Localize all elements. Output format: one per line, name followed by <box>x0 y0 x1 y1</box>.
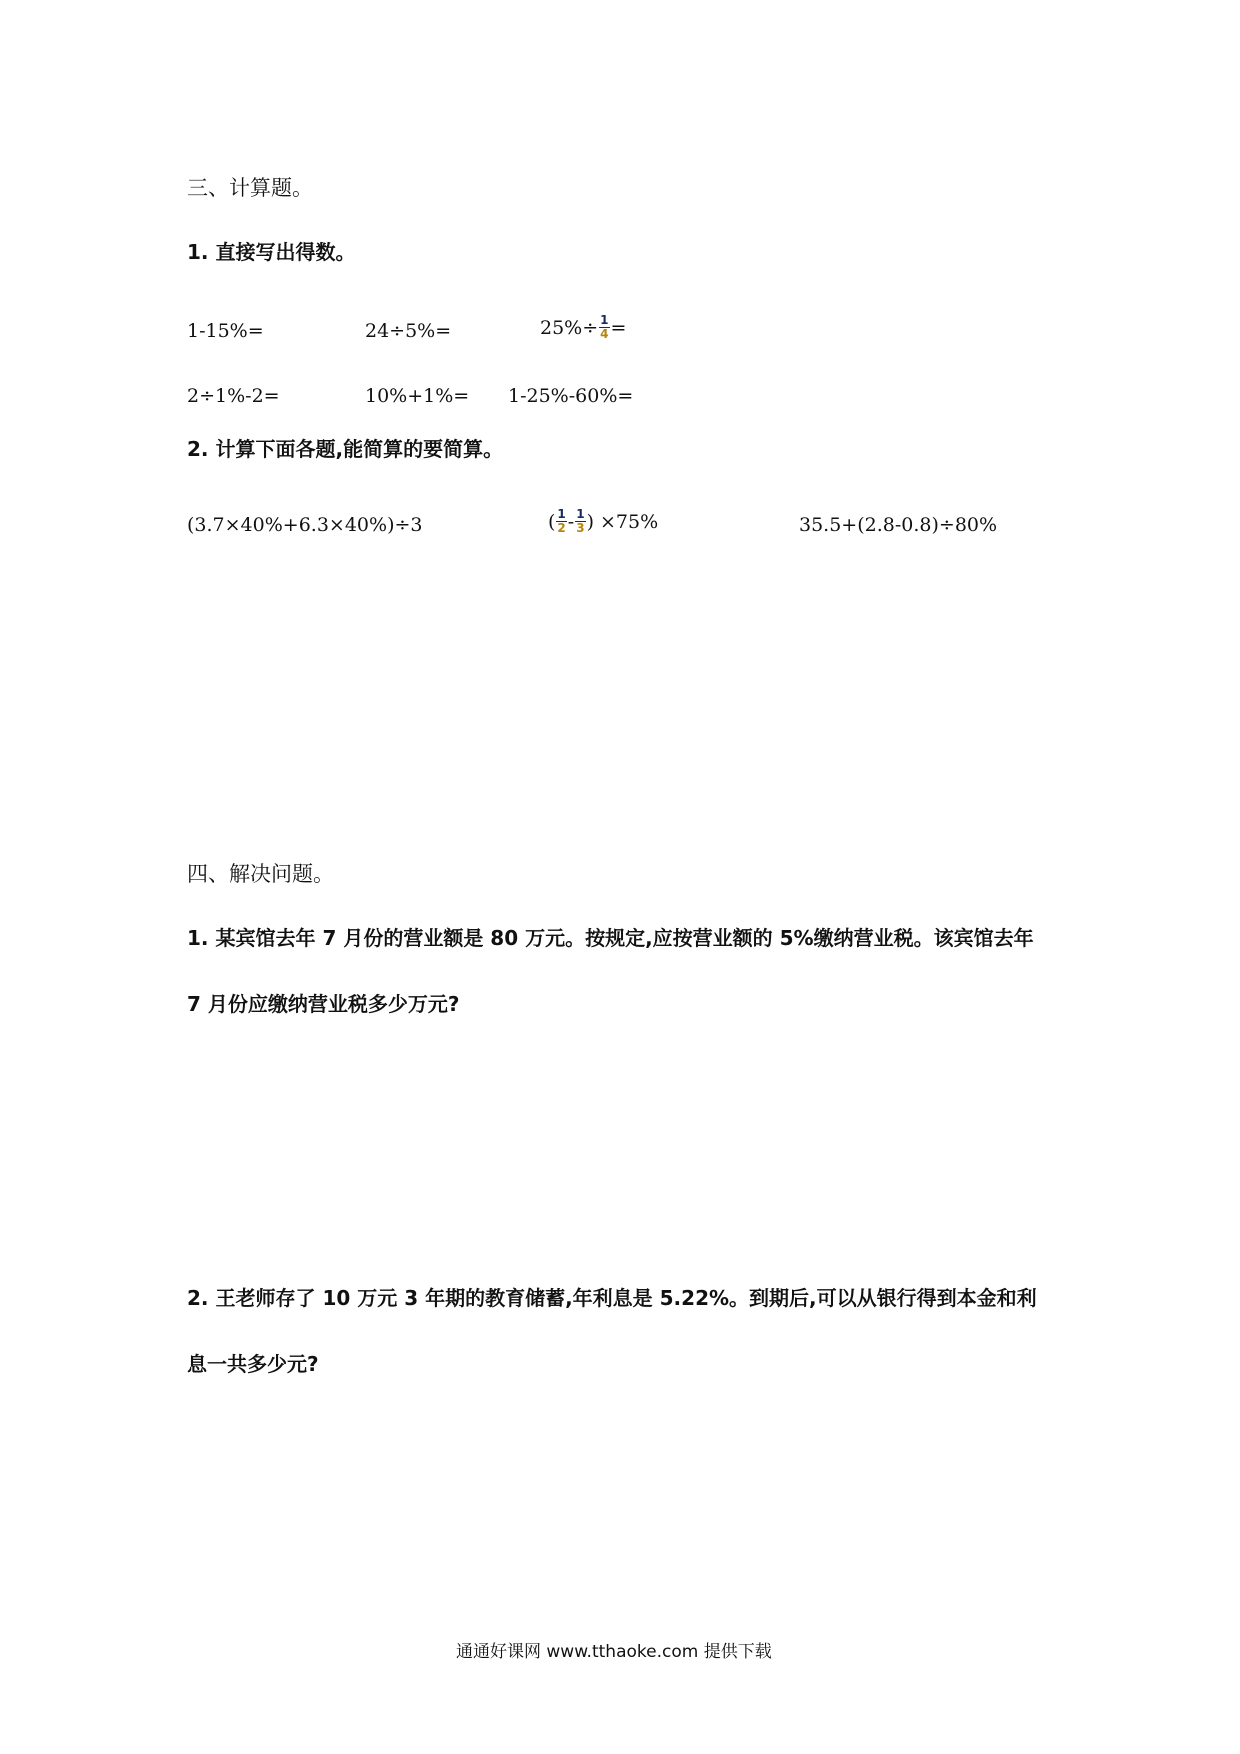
fraction-one-third <box>575 508 585 535</box>
q1-row1-item3-equals: = <box>610 316 627 339</box>
q1-row2-item2: 10%+1%= <box>365 385 470 407</box>
p2-line2: 息一共多少元? <box>187 1352 319 1376</box>
q2-expr2-close: ) ×75% <box>586 510 659 533</box>
q2-expr2-minus: - <box>567 510 575 533</box>
p1-line1: 1. 某宾馆去年 7 月份的营业额是 80 万元。按规定,应按营业额的 5%缴纳营业税。该宾馆去年 <box>187 926 1034 950</box>
fraction-denominator: 3 <box>576 521 585 535</box>
fraction-one-quarter <box>599 314 609 341</box>
fraction-denominator: 2 <box>557 521 566 535</box>
fraction-numerator: 1 <box>576 507 585 521</box>
q2-expr2 <box>548 508 658 535</box>
q1-row1-item2: 24÷5%= <box>365 320 452 342</box>
q2-expr3: 35.5+(2.8-0.8)÷80% <box>799 514 998 536</box>
fraction-numerator: 1 <box>600 313 609 327</box>
p2-line1: 2. 王老师存了 10 万元 3 年期的教育储蓄,年利息是 5.22%。到期后,可以从银行得到本金和利 <box>187 1286 1037 1310</box>
fraction-one-half <box>556 508 566 535</box>
fraction-denominator: 4 <box>600 327 609 341</box>
section4-title: 四、解决问题。 <box>187 862 334 886</box>
q2-expr2-open-paren: ( <box>548 510 556 533</box>
q2-expr1: (3.7×40%+6.3×40%)÷3 <box>187 514 423 536</box>
q1-row2-item3: 1-25%-60%= <box>508 385 634 407</box>
section3-title: 三、计算题。 <box>187 176 313 200</box>
q1-row1-item3 <box>540 314 626 341</box>
fraction-numerator: 1 <box>557 507 566 521</box>
q1-title: 1. 直接写出得数。 <box>187 240 356 264</box>
q2-title: 2. 计算下面各题,能简算的要简算。 <box>187 437 504 461</box>
footer-credit: 通通好课网 www.tthaoke.com 提供下载 <box>456 1642 772 1662</box>
q1-row2-item1: 2÷1%-2= <box>187 385 280 407</box>
p1-line2: 7 月份应缴纳营业税多少万元? <box>187 992 460 1016</box>
q1-row1-item3-text: 25%÷ <box>540 316 599 339</box>
q1-row1-item1: 1-15%= <box>187 320 264 342</box>
